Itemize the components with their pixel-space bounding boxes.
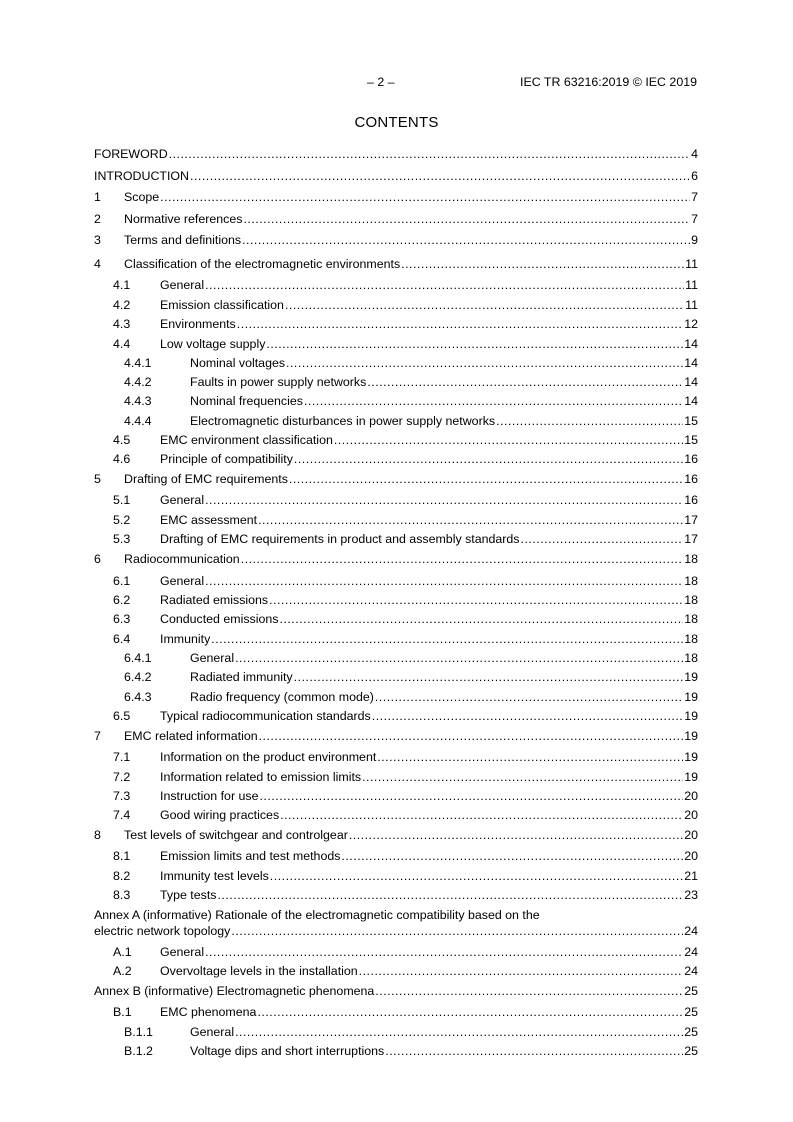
toc-entry-title: Terms and definitions bbox=[124, 233, 242, 247]
toc-entry[interactable] bbox=[94, 944, 698, 960]
toc-entry[interactable] bbox=[94, 168, 698, 184]
toc-entry-page: 20 bbox=[684, 849, 698, 863]
toc-entry-page: 20 bbox=[684, 828, 698, 842]
toc-entry-page: 12 bbox=[684, 317, 698, 331]
page-header bbox=[0, 75, 793, 93]
toc-entry[interactable] bbox=[94, 336, 698, 352]
toc-entry-number: 4.4.1 bbox=[124, 356, 152, 370]
dot-leader bbox=[385, 1043, 683, 1059]
toc-entry-number: 4.4 bbox=[113, 337, 131, 351]
toc-entry[interactable] bbox=[94, 689, 698, 705]
toc-entry-page: 20 bbox=[684, 789, 698, 803]
toc-entry-page: 18 bbox=[684, 593, 698, 607]
dot-leader bbox=[280, 807, 683, 823]
dot-leader bbox=[377, 749, 683, 765]
toc-entry-page: 21 bbox=[684, 869, 698, 883]
document-reference: IEC TR 63216:2019 © IEC 2019 bbox=[520, 75, 697, 89]
toc-entry[interactable] bbox=[94, 189, 698, 205]
toc-entry-page: 24 bbox=[684, 945, 698, 959]
toc-entry[interactable] bbox=[94, 573, 698, 589]
toc-entry-number: 3 bbox=[94, 233, 101, 247]
toc-entry-title: Low voltage supply bbox=[160, 337, 266, 351]
toc-entry[interactable] bbox=[94, 551, 698, 567]
toc-entry[interactable] bbox=[94, 848, 698, 864]
toc-entry-title: General bbox=[190, 651, 235, 665]
toc-entry-title: Emission classification bbox=[160, 298, 284, 312]
toc-entry[interactable] bbox=[94, 650, 698, 666]
toc-entry-page: 18 bbox=[684, 552, 698, 566]
toc-entry-page: 25 bbox=[684, 1025, 698, 1039]
dot-leader bbox=[279, 611, 683, 627]
dot-leader bbox=[231, 923, 683, 939]
toc-entry-page: 15 bbox=[684, 414, 698, 428]
toc-entry-number: 5.2 bbox=[113, 513, 131, 527]
dot-leader bbox=[269, 592, 683, 608]
toc-entry-number: 4.4.4 bbox=[124, 414, 152, 428]
toc-entry-page: 18 bbox=[684, 651, 698, 665]
dot-leader bbox=[294, 669, 684, 685]
dot-leader bbox=[235, 1024, 683, 1040]
toc-entry-number: 7.4 bbox=[113, 808, 131, 822]
toc-entry-number: 4.2 bbox=[113, 298, 131, 312]
dot-leader bbox=[496, 413, 683, 429]
toc-entry[interactable] bbox=[94, 728, 698, 744]
toc-entry[interactable] bbox=[94, 749, 698, 765]
dot-leader bbox=[341, 848, 683, 864]
toc-entry[interactable] bbox=[94, 413, 698, 429]
toc-entry-title: Information related to emission limits bbox=[160, 770, 362, 784]
dot-leader bbox=[217, 887, 683, 903]
toc-entry-page: 23 bbox=[684, 888, 698, 902]
dot-leader bbox=[304, 393, 683, 409]
toc-entry[interactable] bbox=[94, 297, 698, 313]
toc-entry-title: Voltage dips and short interruptions bbox=[190, 1044, 385, 1058]
toc-entry-title: Faults in power supply networks bbox=[190, 375, 367, 389]
toc-entry-title: General bbox=[160, 945, 205, 959]
dot-leader bbox=[205, 944, 683, 960]
toc-entry-title: EMC assessment bbox=[160, 513, 258, 527]
toc-entry-title: Classification of the electromagnetic environments bbox=[124, 257, 401, 271]
dot-leader bbox=[401, 256, 684, 272]
dot-leader bbox=[169, 146, 690, 162]
toc-entry-title: Immunity bbox=[160, 632, 211, 646]
dot-leader bbox=[521, 531, 684, 547]
toc-entry-page: 19 bbox=[684, 770, 698, 784]
toc-entry-title: Electromagnetic disturbances in power supply networks bbox=[190, 414, 496, 428]
toc-entry[interactable] bbox=[94, 432, 698, 448]
toc-entry[interactable] bbox=[94, 451, 698, 467]
toc-entry-title: Emission limits and test methods bbox=[160, 849, 341, 863]
toc-entry-number: 6.3 bbox=[113, 612, 131, 626]
toc-entry-page: 19 bbox=[684, 750, 698, 764]
toc-entry-title-continued: electric network topology bbox=[94, 924, 231, 938]
toc-entry-page: 20 bbox=[684, 808, 698, 822]
dot-leader bbox=[211, 631, 683, 647]
dot-leader bbox=[257, 1004, 683, 1020]
toc-entry-number: 2 bbox=[94, 212, 101, 226]
dot-leader bbox=[362, 769, 683, 785]
toc-entry[interactable] bbox=[94, 788, 698, 804]
toc-entry-number: 6.4.1 bbox=[124, 651, 152, 665]
dot-leader bbox=[259, 728, 684, 744]
toc-entry-number: 4.6 bbox=[113, 452, 131, 466]
toc-entry[interactable] bbox=[94, 708, 698, 724]
toc-entry[interactable] bbox=[94, 256, 698, 272]
toc-entry-page: 11 bbox=[685, 257, 698, 271]
toc-entry-number: 5.3 bbox=[113, 532, 131, 546]
toc-entry[interactable] bbox=[94, 393, 698, 409]
toc-entry-title: General bbox=[160, 278, 205, 292]
toc-entry-number: 4.5 bbox=[113, 433, 131, 447]
toc-entry-title: Conducted emissions bbox=[160, 612, 279, 626]
dot-leader bbox=[235, 650, 683, 666]
toc-entry-number: 4.1 bbox=[113, 278, 131, 292]
dot-leader bbox=[190, 168, 690, 184]
toc-entry-title: INTRODUCTION bbox=[94, 169, 189, 183]
toc-entry-title: EMC environment classification bbox=[160, 433, 333, 447]
toc-entry-page: 16 bbox=[684, 452, 698, 466]
toc-entry-page: 25 bbox=[684, 1044, 698, 1058]
toc-entry-title: Information on the product environment bbox=[160, 750, 377, 764]
toc-entry-page: 18 bbox=[684, 632, 698, 646]
toc-entry-number: 7.3 bbox=[113, 789, 131, 803]
toc-entry-number: 6 bbox=[94, 552, 101, 566]
toc-entry-title: Nominal frequencies bbox=[190, 394, 303, 408]
dot-leader bbox=[237, 316, 683, 332]
toc-entry-page: 14 bbox=[684, 394, 698, 408]
toc-entry-number: A.2 bbox=[113, 964, 132, 978]
toc-entry-page: 7 bbox=[691, 190, 698, 204]
toc-entry-title: Environments bbox=[160, 317, 236, 331]
toc-entry[interactable] bbox=[94, 963, 698, 979]
toc-entry[interactable] bbox=[94, 355, 698, 371]
toc-entry[interactable] bbox=[94, 512, 698, 528]
toc-entry-page: 18 bbox=[684, 574, 698, 588]
dot-leader bbox=[266, 336, 683, 352]
toc-entry-number: 4 bbox=[94, 257, 101, 271]
toc-entry[interactable] bbox=[94, 211, 698, 227]
toc-entry[interactable] bbox=[94, 146, 698, 162]
toc-entry-title: Scope bbox=[124, 190, 160, 204]
dot-leader bbox=[359, 963, 684, 979]
toc-entry[interactable] bbox=[94, 1004, 698, 1020]
toc-entry-title: Radiocommunication bbox=[124, 552, 240, 566]
toc-entry-title: EMC phenomena bbox=[160, 1005, 257, 1019]
toc-entry[interactable] bbox=[94, 907, 698, 939]
toc-entry-number: 4.4.2 bbox=[124, 375, 152, 389]
toc-entry-page: 19 bbox=[684, 690, 698, 704]
toc-entry-title: Immunity test levels bbox=[160, 869, 269, 883]
toc-entry-page: 4 bbox=[691, 147, 698, 161]
dot-leader bbox=[349, 827, 683, 843]
toc-entry-number: 7.2 bbox=[113, 770, 131, 784]
toc-entry-page: 16 bbox=[684, 472, 698, 486]
toc-entry-title: Radio frequency (common mode) bbox=[190, 690, 374, 704]
dot-leader bbox=[334, 432, 683, 448]
toc-entry-title: Type tests bbox=[160, 888, 217, 902]
toc-entry[interactable] bbox=[94, 471, 698, 487]
toc-entry-page: 24 bbox=[684, 924, 698, 938]
dot-leader bbox=[205, 277, 684, 293]
toc-entry[interactable] bbox=[94, 887, 698, 903]
toc-entry-number: 6.2 bbox=[113, 593, 131, 607]
toc-entry-title: Test levels of switchgear and controlgear bbox=[124, 828, 348, 842]
toc-entry[interactable] bbox=[94, 769, 698, 785]
toc-entry[interactable] bbox=[94, 983, 698, 999]
dot-leader bbox=[289, 471, 683, 487]
contents-title: CONTENTS bbox=[354, 114, 439, 131]
dot-leader bbox=[270, 868, 683, 884]
toc-entry-number: B.1 bbox=[113, 1005, 132, 1019]
dot-leader bbox=[285, 297, 684, 313]
toc-entry-title: Typical radiocommunication standards bbox=[160, 709, 371, 723]
toc-entry-number: 4.3 bbox=[113, 317, 131, 331]
toc-entry-page: 25 bbox=[684, 1005, 698, 1019]
toc-entry[interactable] bbox=[94, 531, 698, 547]
toc-entry[interactable] bbox=[94, 611, 698, 627]
dot-leader bbox=[372, 708, 683, 724]
toc-entry-number: 6.4.3 bbox=[124, 690, 152, 704]
toc-entry[interactable] bbox=[94, 492, 698, 508]
dot-leader bbox=[258, 512, 683, 528]
toc-entry-page: 19 bbox=[684, 709, 698, 723]
toc-entry-page: 11 bbox=[685, 278, 698, 292]
toc-entry-number: B.1.2 bbox=[124, 1044, 153, 1058]
toc-entry-title: Drafting of EMC requirements in product and assembly standards bbox=[160, 532, 520, 546]
toc-entry-title: Principle of compatibility bbox=[160, 452, 293, 466]
toc-entry-page: 9 bbox=[691, 233, 698, 247]
toc-entry-number: A.1 bbox=[113, 945, 132, 959]
toc-entry-number: 1 bbox=[94, 190, 101, 204]
toc-entry-title: General bbox=[160, 493, 205, 507]
toc-entry[interactable] bbox=[94, 592, 698, 608]
toc-entry-number: 6.4.2 bbox=[124, 670, 152, 684]
toc-entry-page: 24 bbox=[684, 964, 698, 978]
dot-leader bbox=[259, 788, 683, 804]
toc-entry[interactable] bbox=[94, 374, 698, 390]
toc-entry-page: 14 bbox=[684, 356, 698, 370]
toc-entry-number: 6.5 bbox=[113, 709, 131, 723]
toc-entry-number: 5 bbox=[94, 472, 101, 486]
toc-entry-page: 17 bbox=[684, 513, 698, 527]
dot-leader bbox=[241, 551, 684, 567]
toc-entry-page: 14 bbox=[684, 337, 698, 351]
toc-entry[interactable] bbox=[94, 316, 698, 332]
toc-entry-title: Instruction for use bbox=[160, 789, 259, 803]
toc-entry[interactable] bbox=[94, 1024, 698, 1040]
toc-entry-number: 7 bbox=[94, 729, 101, 743]
toc-entry-page: 19 bbox=[684, 729, 698, 743]
toc-entry-title: Overvoltage levels in the installation bbox=[160, 964, 358, 978]
toc-entry-number: B.1.1 bbox=[124, 1025, 153, 1039]
toc-entry-number: 6.4 bbox=[113, 632, 131, 646]
toc-entry-number: 8.3 bbox=[113, 888, 131, 902]
dot-leader bbox=[205, 573, 683, 589]
toc-entry[interactable] bbox=[94, 232, 698, 248]
dot-leader bbox=[205, 492, 683, 508]
dot-leader bbox=[286, 355, 683, 371]
toc-entry-page: 11 bbox=[685, 298, 698, 312]
toc-entry-number: 7.1 bbox=[113, 750, 131, 764]
toc-entry-page: 14 bbox=[684, 375, 698, 389]
toc-entry-title: Radiated immunity bbox=[190, 670, 293, 684]
toc-entry[interactable] bbox=[94, 868, 698, 884]
dot-leader bbox=[160, 189, 690, 205]
toc-entry[interactable] bbox=[94, 827, 698, 843]
toc-entry-title: FOREWORD bbox=[94, 147, 168, 161]
toc-entry-number: 6.1 bbox=[113, 574, 131, 588]
toc-entry-title: EMC related information bbox=[124, 729, 258, 743]
toc-entry-title: Radiated emissions bbox=[160, 593, 269, 607]
dot-leader bbox=[294, 451, 683, 467]
toc-entry-title: Normative references bbox=[124, 212, 243, 226]
toc-entry-title: Drafting of EMC requirements bbox=[124, 472, 288, 486]
toc-entry-number: 4.4.3 bbox=[124, 394, 152, 408]
toc-entry-number: 8 bbox=[94, 828, 101, 842]
toc-entry-page: 7 bbox=[691, 212, 698, 226]
toc-entry-page: 18 bbox=[684, 612, 698, 626]
toc-entry[interactable] bbox=[94, 277, 698, 293]
toc-entry-number: 8.2 bbox=[113, 869, 131, 883]
toc-entry-title: Nominal voltages bbox=[190, 356, 286, 370]
toc-entry-page: 16 bbox=[684, 493, 698, 507]
toc-entry-title: General bbox=[160, 574, 205, 588]
dot-leader bbox=[243, 211, 690, 227]
toc-entry-page: 25 bbox=[684, 984, 698, 998]
dot-leader bbox=[367, 374, 683, 390]
dot-leader bbox=[242, 232, 690, 248]
dot-leader bbox=[375, 983, 683, 999]
toc-entry[interactable] bbox=[94, 631, 698, 647]
toc-entry-page: 19 bbox=[684, 670, 698, 684]
toc-entry-title: Annex B (informative) Electromagnetic phenomena bbox=[94, 984, 375, 998]
toc-entry[interactable] bbox=[94, 807, 698, 823]
dot-leader bbox=[375, 689, 683, 705]
toc-entry[interactable] bbox=[94, 1043, 698, 1059]
toc-entry-page: 6 bbox=[691, 169, 698, 183]
toc-entry-page: 15 bbox=[684, 433, 698, 447]
toc-entry-title: General bbox=[190, 1025, 235, 1039]
toc-entry[interactable] bbox=[94, 669, 698, 685]
toc-entry-page: 17 bbox=[684, 532, 698, 546]
toc-entry-title: Good wiring practices bbox=[160, 808, 280, 822]
toc-entry-title: Annex A (informative) Rationale of the electromagnetic compatibility based on the bbox=[94, 908, 540, 922]
toc-entry-number: 8.1 bbox=[113, 849, 131, 863]
toc-entry-number: 5.1 bbox=[113, 493, 131, 507]
page-number: – 2 – bbox=[367, 75, 395, 89]
